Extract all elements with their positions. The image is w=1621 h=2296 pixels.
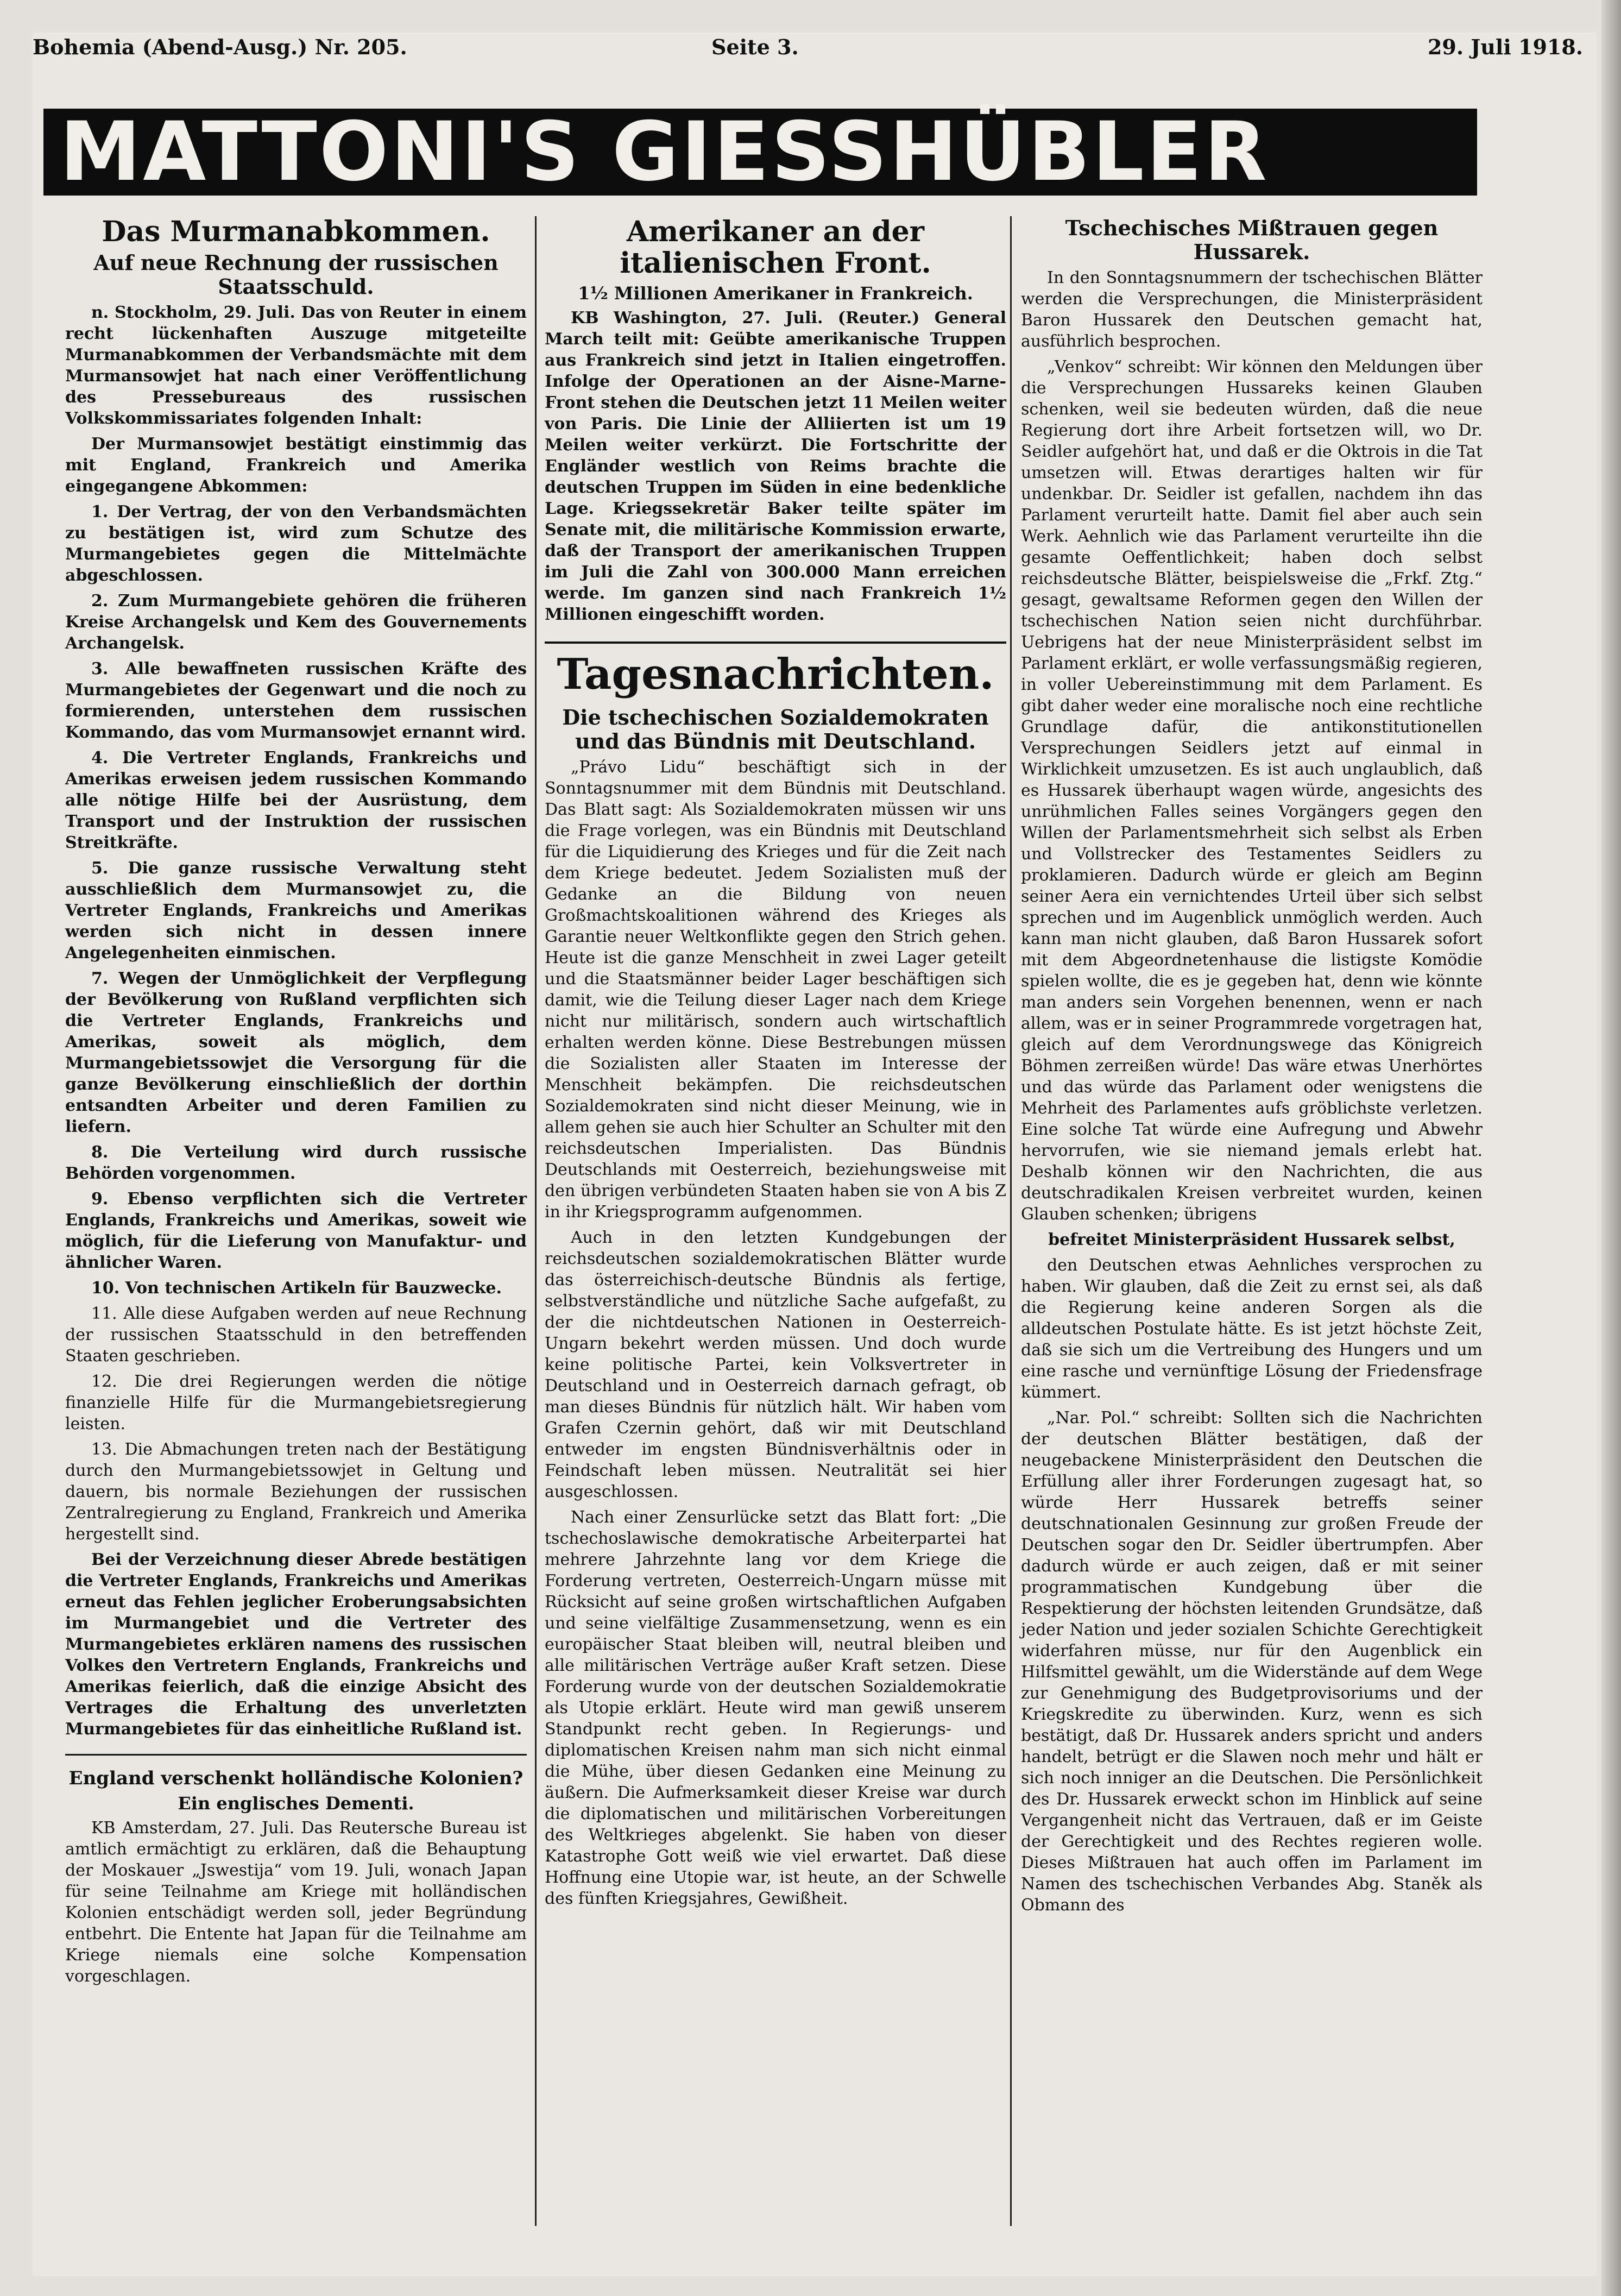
header-masthead: Bohemia (Abend-Ausg.) Nr. 205.	[33, 35, 407, 59]
header-page-number: Seite 3.	[711, 35, 799, 59]
section-title: Tagesnachrichten.	[545, 641, 1006, 698]
column-divider	[535, 216, 537, 2226]
article-subtitle: Auf neue Rechnung der russischen Staatsschuld.	[93, 250, 499, 299]
article-title: Das Murmanabkommen.	[102, 215, 490, 248]
article-paragraph: In den Sonntagsnummern der tschechischen Blätter werden die Versprechungen, die Ministerpräsident Baron Hussarek den Deutschen gemacht hat, ausführlich besprochen.	[1021, 268, 1483, 351]
column-2	[545, 216, 1006, 1914]
article-paragraph: „Venkov“ schreibt: Wir können den Meldungen über die Versprechungen Hussareks keinen Glauben schenken, weil sie bedeuten würden, daß die neue Regierung dort ihre Arbeit fortsetzen will, wo Dr. Seidler aufgehört hat, und daß er die Oktrois in die Tat umsetzen will. Etwas derartiges halten wir für undenkbar. Dr. Seidler ist gefallen, nachdem ihn das Parlament verurteilt hatte. Damit fiel aber auch sein Werk. Aehnlich wie das Parlament verurteilte ihn die gesamte Oeffentlichkeit; haben doch selbst reichsdeutsche Blätter, beispielsweise die „Frkf. Ztg.“ gesagt, gewaltsame Reformen gegen den Willen der tschechischen Nation seien nicht durchführbar. Uebrigens hat der neue Ministerpräsident selbst im Parlament erklärt, er wolle verfassungsmäßig regieren, in voller Uebereinstimmung mit dem Parlament. Es gibt daher weder eine moralische noch eine rechtliche Grundlage dafür, die antikonstitutionellen Versprechungen Seidlers jetzt auf einmal in Wirklichkeit umzusetzen. Es ist auch unglaublich, daß es Hussarek überhaupt wagen würde, angesichts des unrühmlichen Falles seines Vorgängers gegen den Willen der Parlamentsmehrheit sich selbst als Erben und Vollstrecker des Testamentes Seidlers zu proklamieren. Dadurch würde er gleich am Beginn seiner Aera ein vernichtendes Urteil über sich selbst sprechen und im Augenblick unmöglich werden. Auch kann man nicht glauben, daß Baron Hussarek sofort mit dem Abgeordnetenhause die listigste Komödie spielen wollte, die es je gegeben hat, denn wie könnte man anders sein Vorgehen benennen, wenn er nach allem, was er in seiner Programmrede vorgetragen hat, gleich auf dem Verordnungswege das Königreich Böhmen zerreißen würde! Das wäre etwas Unerhörtes und das würde das Parlament oder wenigstens die Mehrheit des Parlamentes aufs gröblichste verletzen. Eine solche Tat würde eine Aufregung und Abwehr hervorrufen, wie sie niemand jemals erlebt hat. Deshalb können wir den Nachrichten, die aus deutschradikalen Kreisen verbreitet wurden, keinen Glauben schenken; übrigens	[1021, 357, 1483, 1224]
article-subtitle: Ein englisches Dementi.	[178, 1793, 414, 1814]
column-divider	[1010, 216, 1012, 2226]
article-paragraph: 4. Die Vertreter Englands, Frankreichs und Amerikas erweisen jedem russischen Kommando alle nötige Hilfe bei der Ausrüstung, dem Transport und der Instruktion der russischen Streitkräfte.	[65, 748, 527, 852]
article-paragraph: 12. Die drei Regierungen werden die nötige finanzielle Hilfe für die Murmangebietsregierung leisten.	[65, 1372, 527, 1433]
column-3	[1021, 216, 1483, 1920]
article-title: Amerikaner an der italienischen Front.	[620, 215, 931, 280]
header-date: 29. Juli 1918.	[1427, 35, 1583, 59]
article-paragraph: 13. Die Abmachungen treten nach der Bestätigung durch den Murmangebietssowjet in Geltung und dauern, bis normale Beziehungen der russischen Zentralregierung zu England, Frankreich und Amerika hergestellt sind.	[65, 1440, 527, 1544]
column-1	[65, 216, 527, 1991]
article-subtitle: 1½ Millionen Amerikaner in Frankreich.	[578, 283, 973, 304]
article-paragraph: 10. Von technischen Artikeln für Bauzwecke.	[91, 1279, 502, 1298]
article-paragraph: 9. Ebenso verpflichten sich die Vertreter Englands, Frankreichs und Amerikas, soweit wie möglich, für die Lieferung von Manufaktur- und ähnlicher Waren.	[65, 1190, 527, 1272]
article-paragraph: KB Amsterdam, 27. Juli. Das Reutersche Bureau ist amtlich ermächtigt zu erklären, daß die Behauptung der Moskauer „Jswestija“ vom 19. Juli, wonach Japan für seine Teilnahme am Kriege mit holländischen Kolonien entschädigt werden soll, jeder Begründung entbehrt. Die Entente hat Japan für die Teilnahme am Kriege niemals eine solche Kompensation vorgeschlagen.	[65, 1819, 527, 1986]
article-separator	[65, 1754, 527, 1756]
article-paragraph: 1. Der Vertrag, der von den Verbandsmächten zu bestätigen ist, wird zum Schutze des Murmangebietes gegen die Mittelmächte abgeschlossen.	[65, 502, 527, 585]
article-title: Die tschechischen Sozialdemokraten und das Bündnis mit Deutschland.	[562, 705, 989, 753]
article-paragraph: den Deutschen etwas Aehnliches versprochen zu haben. Wir glauben, daß die Zeit zu ernst sei, als daß die Regierung keine anderen Sorgen als die alldeutschen Postulate hätte. Es ist jetzt höchste Zeit, daß sie sich um die Vertreibung des Hungers und um eine rasche und vernünftige Lösung der Friedensfrage kümmert.	[1021, 1256, 1483, 1402]
article-paragraph: Bei der Verzeichnung dieser Abrede bestätigen die Vertreter Englands, Frankreichs und Amerikas erneut das Fehlen jeglicher Eroberungsabsichten im Murmangebiet und die Vertreter des Murmangebietes erklären namens des russischen Volkes den Vertretern Englands, Frankreichs und Amerikas feierlich, daß die einzige Absicht des Vertrages die Erhaltung des unverletzten Murmangebietes für das einheitliche Rußland ist.	[65, 1550, 527, 1739]
article-subhead: befreitet Ministerpräsident Hussarek selbst,	[1048, 1230, 1455, 1249]
article-title: England verschenkt holländische Kolonien?	[68, 1767, 523, 1789]
article-paragraph: Nach einer Zensurlücke setzt das Blatt fort: „Die tschechoslawische demokratische Arbeiterpartei hat mehrere Jahrzehnte lang vor dem Kriege die Forderung vertreten, Oesterreich-Ungarn müsse mit Rücksicht auf seine großen wirtschaftlichen Aufgaben und seine vielfältige Zusammensetzung, wenn es ein europäischer Staat bleiben will, neutral bleiben und alle militärischen Verträge außer Kraft setzen. Diese Forderung wurde von der deutschen Sozialdemokratie als Utopie erklärt. Heute wird man gewiß unserem Standpunkt recht geben. In Regierungs- und diplomatischen Kreisen nahm man sich nicht einmal die Mühe, über diesen Gedanken eine Meinung zu äußern. Die Aufmerksamkeit dieser Kreise war durch die diplomatischen und militärischen Vorbereitungen des Weltkrieges abgelenkt. Sie haben von dieser Katastrophe Gott weiß wie viel erwartet. Daß diese Hoffnung eine Utopie war, ist heute, an der Schwelle des fünften Kriegsjahres, Gewißheit.	[545, 1508, 1006, 1908]
advertisement-banner	[43, 105, 1477, 199]
article-paragraph: KB Washington, 27. Juli. (Reuter.) General March teilt mit: Geübte amerikanische Truppen aus Frankreich sind jetzt in Italien eingetroffen. Infolge der Operationen an der Aisne-Marne-Front stehen die Deutschen jetzt 11 Meilen weiter von Paris. Die Linie der Alliierten ist um 19 Meilen weiter verkürzt. Die Fortschritte der Engländer westlich von Reims brachte die deutschen Truppen im Süden in eine bedenkliche Lage. Kriegssekretär Baker teilte später im Senate mit, die militärische Kommission erwarte, daß der Transport der amerikanischen Truppen im Juli die Zahl von 300.000 Mann erreichen werde. Im ganzen sind nach Frankreich 1½ Millionen eingeschifft worden.	[545, 309, 1006, 624]
article-paragraph: Auch in den letzten Kundgebungen der reichsdeutschen sozialdemokratischen Blätter wurde das österreichisch-deutsche Bündnis als fertige, selbstverständliche und nützliche Sache aufgefaßt, zu der die nichtdeutschen Nationen in Oesterreich-Ungarn bekehrt werden müssen. Und doch wurde keine politische Partei, kein Volksvertreter in Deutschland und in Oesterreich darnach gefragt, ob man dieses Bündnis für nützlich hält. Wir haben vom Grafen Czernin gehört, daß wir mit Deutschland entweder im engsten Bündnisverhältnis oder in Feindschaft leben müssen. Neutralität sei hier ausgeschlossen.	[545, 1228, 1006, 1501]
article-paragraph: 2. Zum Murmangebiete gehören die früheren Kreise Archangelsk und Kem des Gouvernements Archangelsk.	[65, 592, 527, 653]
article-paragraph: 11. Alle diese Aufgaben werden auf neue Rechnung der russischen Staatsschuld in den betreffenden Staaten geschrieben.	[65, 1304, 527, 1366]
article-paragraph: 8. Die Verteilung wird durch russische Behörden vorgenommen.	[65, 1143, 527, 1183]
article-paragraph: „Právo Lidu“ beschäftigt sich in der Sonntagsnummer mit dem Bündnis mit Deutschland. Das Blatt sagt: Als Sozialdemokraten müssen wir uns die Frage vorlegen, was ein Bündnis mit Deutschland für die Liquidierung des Krieges und für die Zeit nach dem Kriege bedeutet. Jedem Sozialisten muß der Gedanke an die Bildung von neuen Großmachtskoalitionen während des Krieges als Garantie neuer Weltkonflikte gegen den Strich gehen. Heute ist die ganze Menschheit in zwei Lager geteilt und die Staatsmänner beider Lager beschäftigen sich damit, wie die Teilung dieser Lager nach dem Kriege nicht nur militärisch, sondern auch wirtschaftlich erhalten werden könne. Diese Bestrebungen müssen die Sozialisten aller Staaten im Interesse der Menschheit bekämpfen. Die reichsdeutschen Sozialdemokraten sind nicht dieser Meinung, wie in allem gehen sie auch hier Schulter an Schulter mit den reichsdeutschen Imperialisten. Das Bündnis Deutschlands mit Oesterreich, beziehungsweise mit den übrigen verbündeten Staaten haben sie von A bis Z in ihr Kriegsprogramm aufgenommen.	[545, 758, 1006, 1222]
article-paragraph: 5. Die ganze russische Verwaltung steht ausschließlich dem Murmansowjet zu, die Vertreter Englands, Frankreichs und Amerikas werden sich nicht in dessen innere Angelegenheiten einmischen.	[65, 859, 527, 963]
article-paragraph: 3. Alle bewaffneten russischen Kräfte des Murmangebietes der Gegenwart und die noch zu formierenden, unterstehen dem russischen Kommando, das vom Murmansowjet ernannt wird.	[65, 659, 527, 742]
article-paragraph: 7. Wegen der Unmöglichkeit der Verpflegung der Bevölkerung von Rußland verpflichten sich die Vertreter Englands, Frankreichs und Amerikas, soweit als möglich, dem Murmangebietssowjet die Versorgung für die ganze Bevölkerung einschließlich der dorthin entsandten Arbeiter und deren Familien zu liefern.	[65, 969, 527, 1136]
article-paragraph: „Nar. Pol.“ schreibt: Sollten sich die Nachrichten der deutschen Blätter bestätigen, daß der neugebackene Ministerpräsident den Deutschen die Erfüllung aller ihrer Forderungen zugesagt hat, so würde Herr Hussarek betreffs seiner deutschnationalen Gesinnung zur großen Freude der Deutschen sogar den Dr. Seidler übertrumpfen. Aber dadurch würde er auch zeigen, daß er mit seiner programmatischen Kundgebung über die Respektierung der höchsten leitenden Grundsätze, daß jeder Nation und jeder sozialen Schichte Gerechtigkeit widerfahren müsse, nur für den Augenblick ein Hilfsmittel gewählt, um die Widerstände auf dem Wege zur Genehmigung des Budgetprovisoriums und der Kriegskredite zu überwinden. Kurz, wenn es sich bestätigt, daß Dr. Hussarek anders spricht und anders handelt, betrügt er die Slawen noch mehr und hält er sich noch inniger an die Deutschen. Die Persönlichkeit des Dr. Hussarek erweckt schon im Hinblick auf seine Vergangenheit nicht das Vertrauen, daß er im Geiste der Gerechtigkeit und des Rechtes regieren wolle. Dieses Mißtrauen hat auch offen im Parlament im Namen des tschechischen Verbandes Abg. Staněk als Obmann des	[1021, 1408, 1483, 1915]
article-paragraph: n. Stockholm, 29. Juli. Das von Reuter in einem recht lückenhaften Auszuge mitgeteilte Murmanabkommen der Verbandsmächte mit dem Murmansowjet hat nach einer Veröffentlichung des Pressebureaus des russischen Volkskommissariates folgenden Inhalt:	[65, 303, 527, 428]
page-edge	[1601, 0, 1621, 2296]
article-paragraph: Der Murmansowjet bestätigt einstimmig das mit England, Frankreich und Amerika eingegangene Abkommen:	[65, 435, 527, 496]
banner-text: MATTONI'S GIESSHÜBLER	[60, 105, 1269, 199]
article-title: Tschechisches Mißtrauen gegen Hussarek.	[1065, 216, 1439, 264]
